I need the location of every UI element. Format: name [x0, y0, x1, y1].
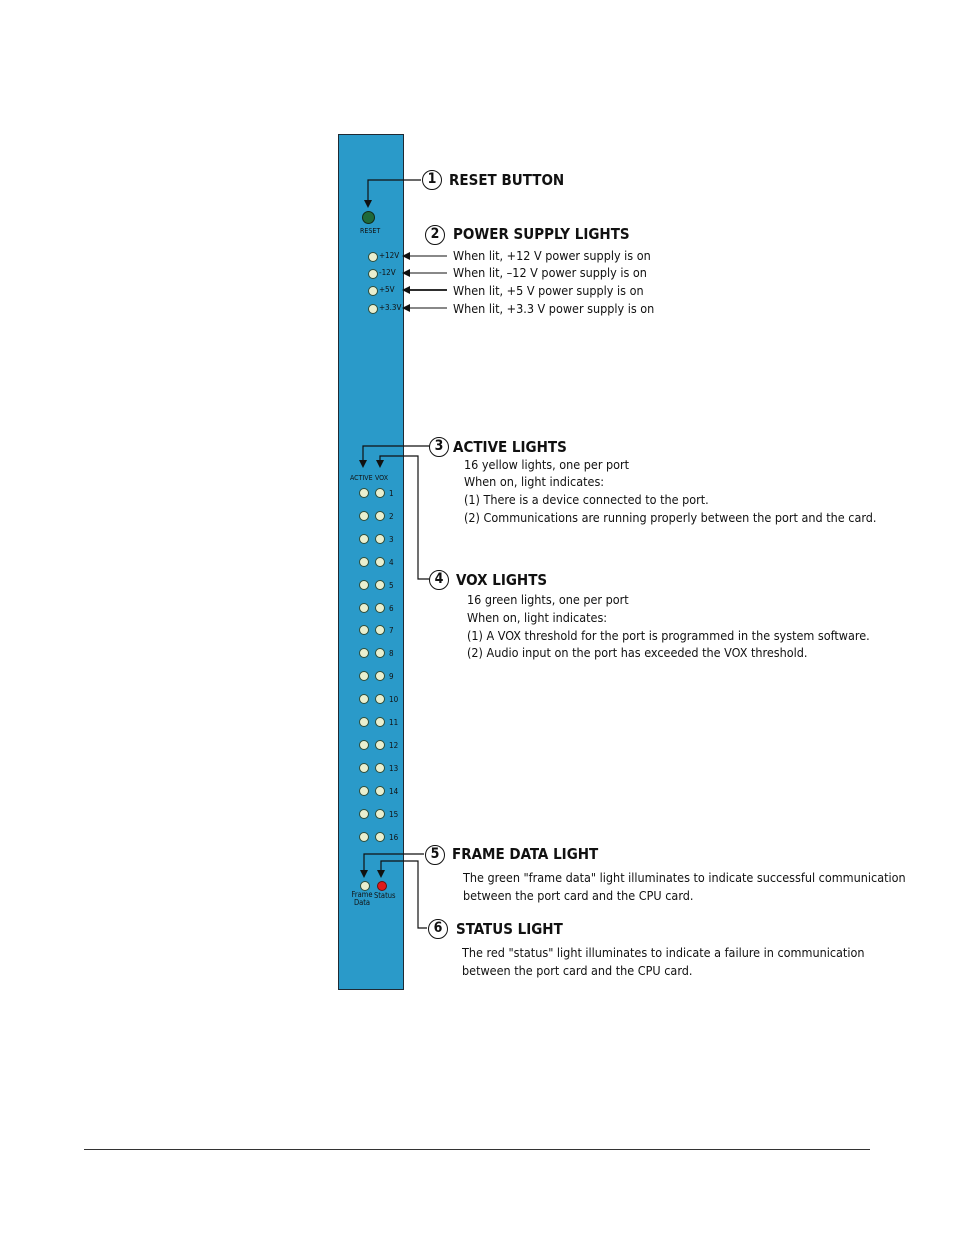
port-number-label: 16	[389, 833, 399, 842]
port-number-label: 14	[389, 787, 399, 796]
port-number-label: 3	[389, 535, 394, 544]
leader-vox	[380, 456, 429, 579]
power-desc-plus12v: When lit, +12 V power supply is on	[453, 248, 651, 263]
callout-title-vox: VOX LIGHTS	[456, 571, 548, 589]
port-number-label: 4	[389, 558, 394, 567]
port-number-label: 5	[389, 581, 394, 590]
power-label-plus12v: +12V	[379, 251, 400, 260]
port-number-label: 15	[389, 810, 399, 819]
port-number-label: 13	[389, 764, 399, 773]
port-number-label: 10	[389, 695, 399, 704]
status-desc-2: between the port card and the CPU card.	[462, 963, 693, 978]
callout-number-6: 6	[428, 919, 448, 939]
callout-number-2: 2	[425, 225, 445, 245]
port-number-label: 2	[389, 512, 394, 521]
active-desc-1: 16 yellow lights, one per port	[464, 457, 630, 472]
port-number-label: 8	[389, 649, 394, 658]
callout-title-frame-data: FRAME DATA LIGHT	[452, 845, 599, 863]
leader-reset	[368, 180, 421, 206]
port-number-label: 1	[389, 489, 394, 498]
power-desc-plus5v: When lit, +5 V power supply is on	[453, 283, 644, 298]
leader-status	[381, 861, 427, 928]
callout-title-active: ACTIVE LIGHTS	[453, 438, 567, 456]
frame-desc-1: The green "frame data" light illuminates to indicate successful communication	[463, 870, 906, 885]
active-desc-3: (1) There is a device connected to the port.	[464, 492, 709, 507]
vox-desc-2: When on, light indicates:	[467, 610, 608, 625]
callout-title-status: STATUS LIGHT	[456, 920, 563, 938]
status-label: Status	[374, 891, 396, 900]
port-number-label: 7	[389, 626, 394, 635]
frame-desc-2: between the port card and the CPU card.	[463, 888, 694, 903]
power-label-minus12v: -12V	[379, 268, 396, 277]
callout-number-1: 1	[422, 170, 442, 190]
vox-desc-1: 16 green lights, one per port	[467, 592, 629, 607]
power-label-plus3v3: +3.3V	[379, 303, 402, 312]
port-number-label: 12	[389, 741, 399, 750]
frame-data-label: Frame Data	[351, 890, 373, 907]
active-desc-2: When on, light indicates:	[464, 474, 605, 489]
power-desc-minus12v: When lit, –12 V power supply is on	[453, 265, 647, 280]
status-desc-1: The red "status" light illuminates to indicate a failure in communication	[462, 945, 865, 960]
callout-title-reset: RESET BUTTON	[449, 171, 565, 189]
active-column-header: ACTIVE	[350, 474, 373, 482]
callout-number-5: 5	[425, 845, 445, 865]
vox-column-header: VOX	[375, 474, 389, 482]
reset-label: RESET	[360, 227, 381, 235]
vox-desc-4: (2) Audio input on the port has exceeded the VOX threshold.	[467, 645, 808, 660]
vox-desc-3: (1) A VOX threshold for the port is programmed in the system software.	[467, 628, 870, 643]
port-number-label: 6	[389, 604, 394, 613]
power-label-plus5v: +5V	[379, 285, 395, 294]
active-desc-4: (2) Communications are running properly between the port and the card.	[464, 510, 877, 525]
footer-rule	[84, 1149, 870, 1150]
power-desc-plus3v3: When lit, +3.3 V power supply is on	[453, 301, 655, 316]
port-number-label: 9	[389, 672, 394, 681]
callout-title-power: POWER SUPPLY LIGHTS	[453, 225, 630, 243]
leader-frame-data	[364, 854, 424, 876]
callout-number-4: 4	[429, 570, 449, 590]
callout-number-3: 3	[429, 437, 449, 457]
port-number-label: 11	[389, 718, 399, 727]
